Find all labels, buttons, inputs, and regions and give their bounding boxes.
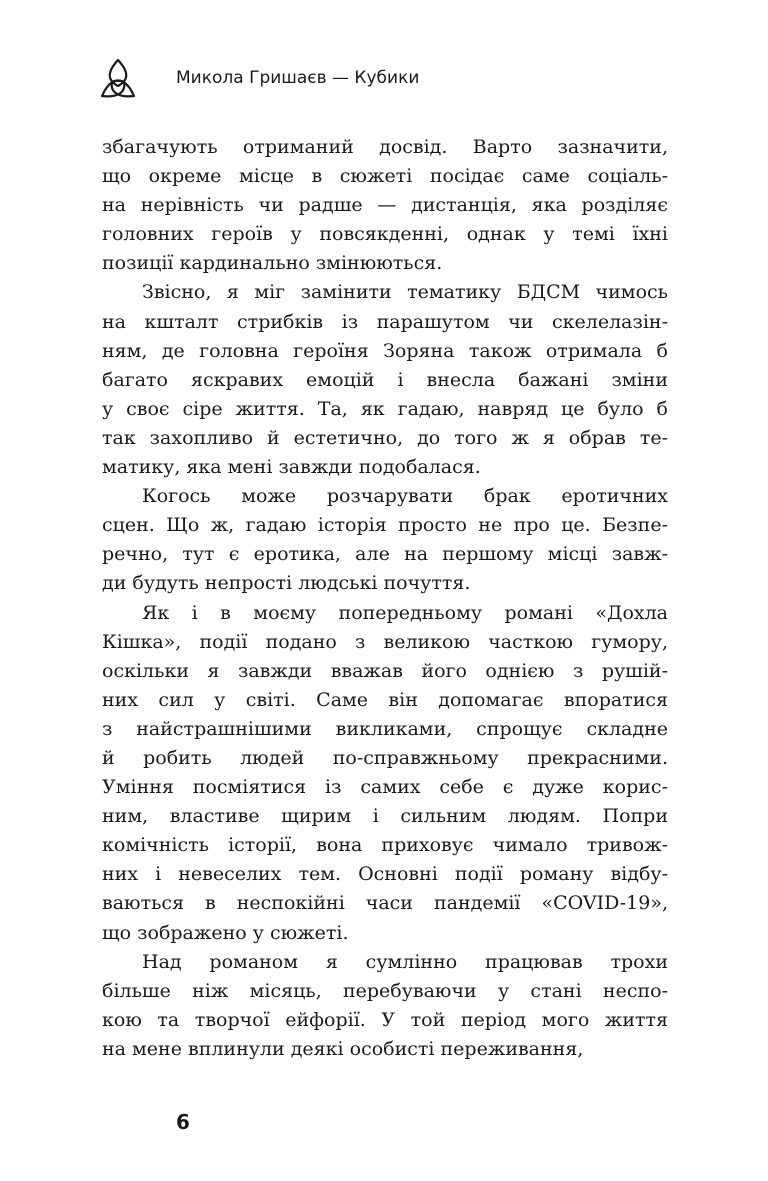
page-number: 6 <box>176 1110 190 1134</box>
text-line: Кішка», події подано з великою часткою гумору, <box>102 630 668 653</box>
text-line: оскільки я завжди вважав його однією з рушій- <box>102 659 668 682</box>
paragraph <box>102 482 668 598</box>
text-line: й робить людей по-справжньому прекрасними. <box>102 746 668 769</box>
triquetra-icon <box>98 56 138 102</box>
text-line: що зображено у сюжеті. <box>102 921 349 944</box>
text-line: що окреме місце в сюжеті посідає саме соціаль- <box>102 165 668 188</box>
text-line: речно, тут є еротика, але на першому місці завж- <box>102 543 668 566</box>
text-line: з найстрашнішими викликами, спрощує складне <box>102 717 668 740</box>
text-line: на мене вплинули деякі особисті переживання, <box>102 1037 584 1060</box>
text-line: них сил у світі. Саме він допомагає впоратися <box>102 688 668 711</box>
text-line: ваються в неспокійні часи пандемії «COVID-19», <box>102 892 668 915</box>
body-text <box>102 133 668 1064</box>
text-line: головних героїв у повсякденні, однак у темі їхні <box>102 223 668 246</box>
text-line: збагачують отриманий досвід. Варто зазначити, <box>102 136 668 158</box>
text-line: багато яскравих емоцій і внесла бажані зміни <box>102 368 668 391</box>
paragraph <box>102 278 668 482</box>
text-line: позиції кардинально змінюються. <box>102 252 443 275</box>
text-line: них і невеселих тем. Основні події роману відбу- <box>102 863 668 886</box>
text-line: Когось може розчарувати брак еротичних <box>142 485 668 508</box>
text-line: у своє сіре життя. Та, як гадаю, навряд це було б <box>102 397 668 420</box>
text-line: комічність історії, вона приховує чимало тривож- <box>102 834 668 857</box>
text-line: на кшталт стрибків із парашутом чи скелелазін- <box>102 310 668 333</box>
text-line: ди будуть непрості людські почуття. <box>102 572 471 595</box>
text-line: Звісно, я міг замінити тематику БДСМ чимось <box>142 281 668 304</box>
text-line: Над романом я сумлінно працював трохи <box>142 950 668 973</box>
text-line: на нерівність чи радше — дистанція, яка розділяє <box>102 194 668 217</box>
book-author-title: Микола Гришаєв — Кубики <box>176 68 420 88</box>
text-line: Як і в моєму попередньому романі «Дохла <box>142 601 668 624</box>
paragraph <box>102 948 668 1064</box>
text-line: так захопливо й естетично, до того ж я обрав те- <box>102 426 668 449</box>
text-line: сцен. Що ж, гадаю історія просто не про це. Безпе- <box>102 514 668 537</box>
running-header <box>98 56 678 104</box>
text-line: матику, яка мені завжди подобалася. <box>102 456 481 479</box>
paragraph <box>102 599 668 948</box>
text-line: ним, властиве щирим і сильним людям. Попри <box>102 805 668 828</box>
paragraph <box>102 133 668 278</box>
text-line: ням, де головна героїня Зоряна також отримала б <box>102 339 668 362</box>
text-line: більше ніж місяць, перебуваючи у стані неспо- <box>102 979 668 1002</box>
text-line: кою та творчої ейфорії. У той період мого життя <box>102 1008 668 1031</box>
text-line: Уміння посміятися із самих себе є дуже корис- <box>102 776 668 799</box>
